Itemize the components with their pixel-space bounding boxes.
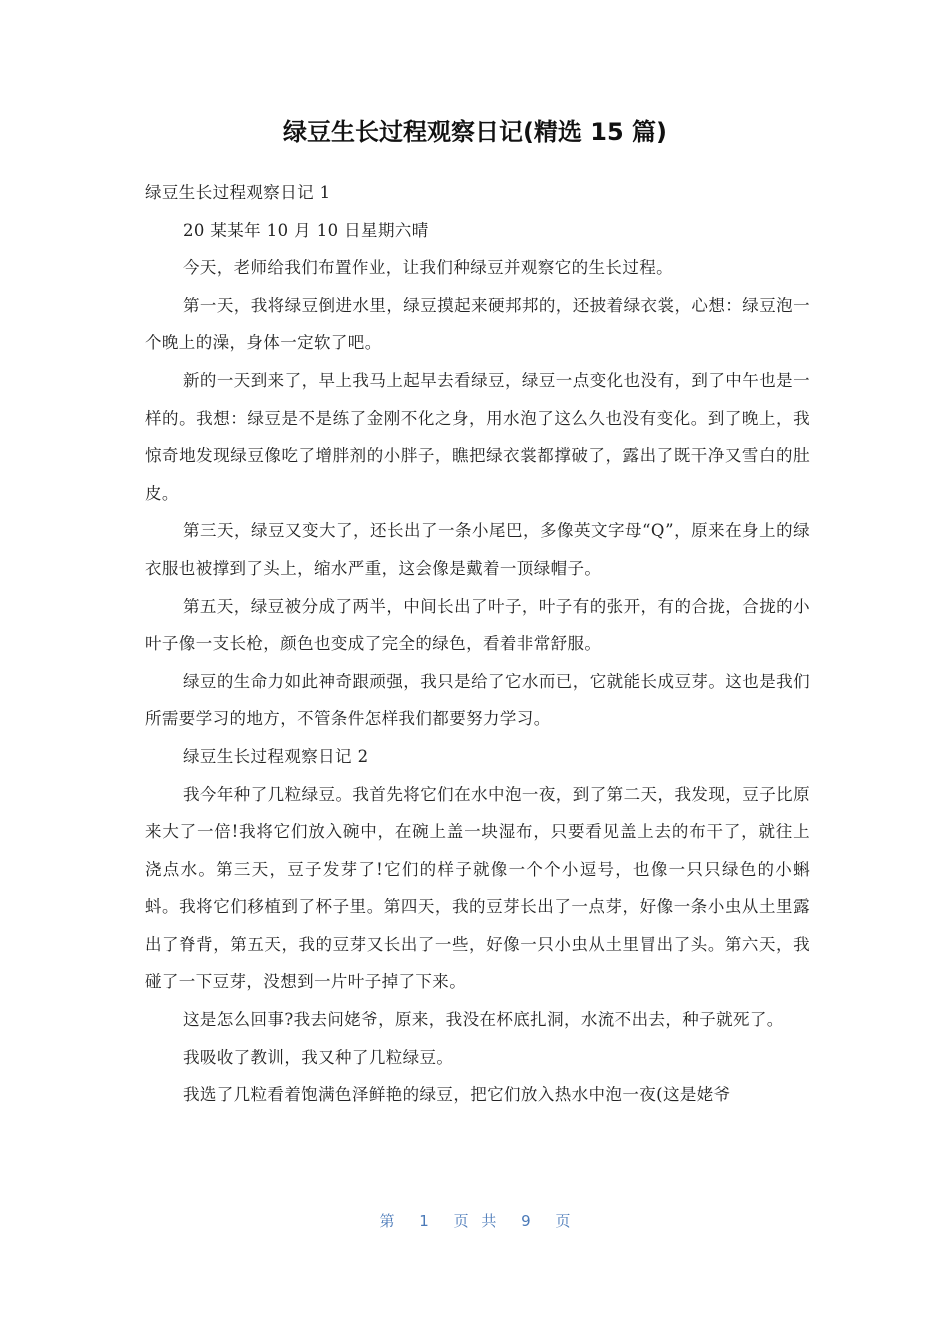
- document-body: [145, 174, 810, 1114]
- paragraph: 第三天，绿豆又变大了，还长出了一条小尾巴，多像英文字母“Q”，原来在身上的绿衣服也被撑到了头上，缩水严重，这会像是戴着一顶绿帽子。: [145, 521, 810, 578]
- paragraph: 绿豆的生命力如此神奇跟顽强，我只是给了它水而已，它就能长成豆芽。这也是我们所需要学习的地方，不管条件怎样我们都要努力学习。: [145, 671, 810, 729]
- page-footer: [0, 1210, 950, 1231]
- paragraph: 这是怎么回事?我去问姥爷，原来，我没在杯底扎洞，水流不出去，种子就死了。: [182, 1010, 784, 1030]
- footer-middle: 页 共: [453, 1212, 497, 1230]
- paragraph: 我吸收了教训，我又种了几粒绿豆。: [182, 1047, 454, 1067]
- section-heading-1: 绿豆生长过程观察日记 1: [145, 183, 331, 202]
- footer-suffix: 页: [555, 1212, 571, 1230]
- footer-prefix: 第: [379, 1212, 395, 1230]
- paragraph: 第一天，我将绿豆倒进水里，绿豆摸起来硬邦邦的，还披着绿衣裳，心想：绿豆泡一个晚上的澡，身体一定软了吧。: [145, 295, 810, 353]
- paragraph: 今天，老师给我们布置作业，让我们种绿豆并观察它的生长过程。: [182, 258, 674, 278]
- paragraph-date: 20 某某年 10 月 10 日星期六晴: [182, 220, 429, 240]
- paragraph: 第五天，绿豆被分成了两半，中间长出了叶子，叶子有的张开，有的合拢，合拢的小叶子像一支长枪，颜色也变成了完全的绿色，看着非常舒服。: [145, 596, 810, 654]
- footer-page-number: 1: [419, 1212, 429, 1230]
- document-title: 绿豆生长过程观察日记(精选 15 篇): [282, 118, 668, 146]
- footer-total-pages: 9: [521, 1212, 531, 1230]
- paragraph: 我今年种了几粒绿豆。我首先将它们在水中泡一夜，到了第二天，我发现，豆子比原来大了一倍!我将它们放入碗中，在碗上盖一块湿布，只要看见盖上去的布干了，就往上浇点水。第三天，豆子发芽了!它们的样子就像一个个小逗号，也像一只只绿色的小蝌蚪。我将它们移植到了杯子里。第四天，我的豆芽长出了一点芽，好像一条小虫从土里露出了脊背，第五天，我的豆芽又长出了一些，好像一只小虫从土里冒出了头。第六天，我碰了一下豆芽，没想到一片叶子掉了下来。: [145, 784, 810, 992]
- paragraph: 我选了几粒看着饱满色泽鲜艳的绿豆，把它们放入热水中泡一夜(这是姥爷: [182, 1085, 731, 1105]
- section-heading-2: 绿豆生长过程观察日记 2: [182, 746, 369, 766]
- paragraph: 新的一天到来了，早上我马上起早去看绿豆，绿豆一点变化也没有，到了中午也是一样的。我想：绿豆是不是练了金刚不化之身，用水泡了这么久也没有变化。到了晚上，我惊奇地发现绿豆像吃了增胖剂的小胖子，瞧把绿衣裳都撑破了，露出了既干净又雪白的肚皮。: [145, 370, 810, 503]
